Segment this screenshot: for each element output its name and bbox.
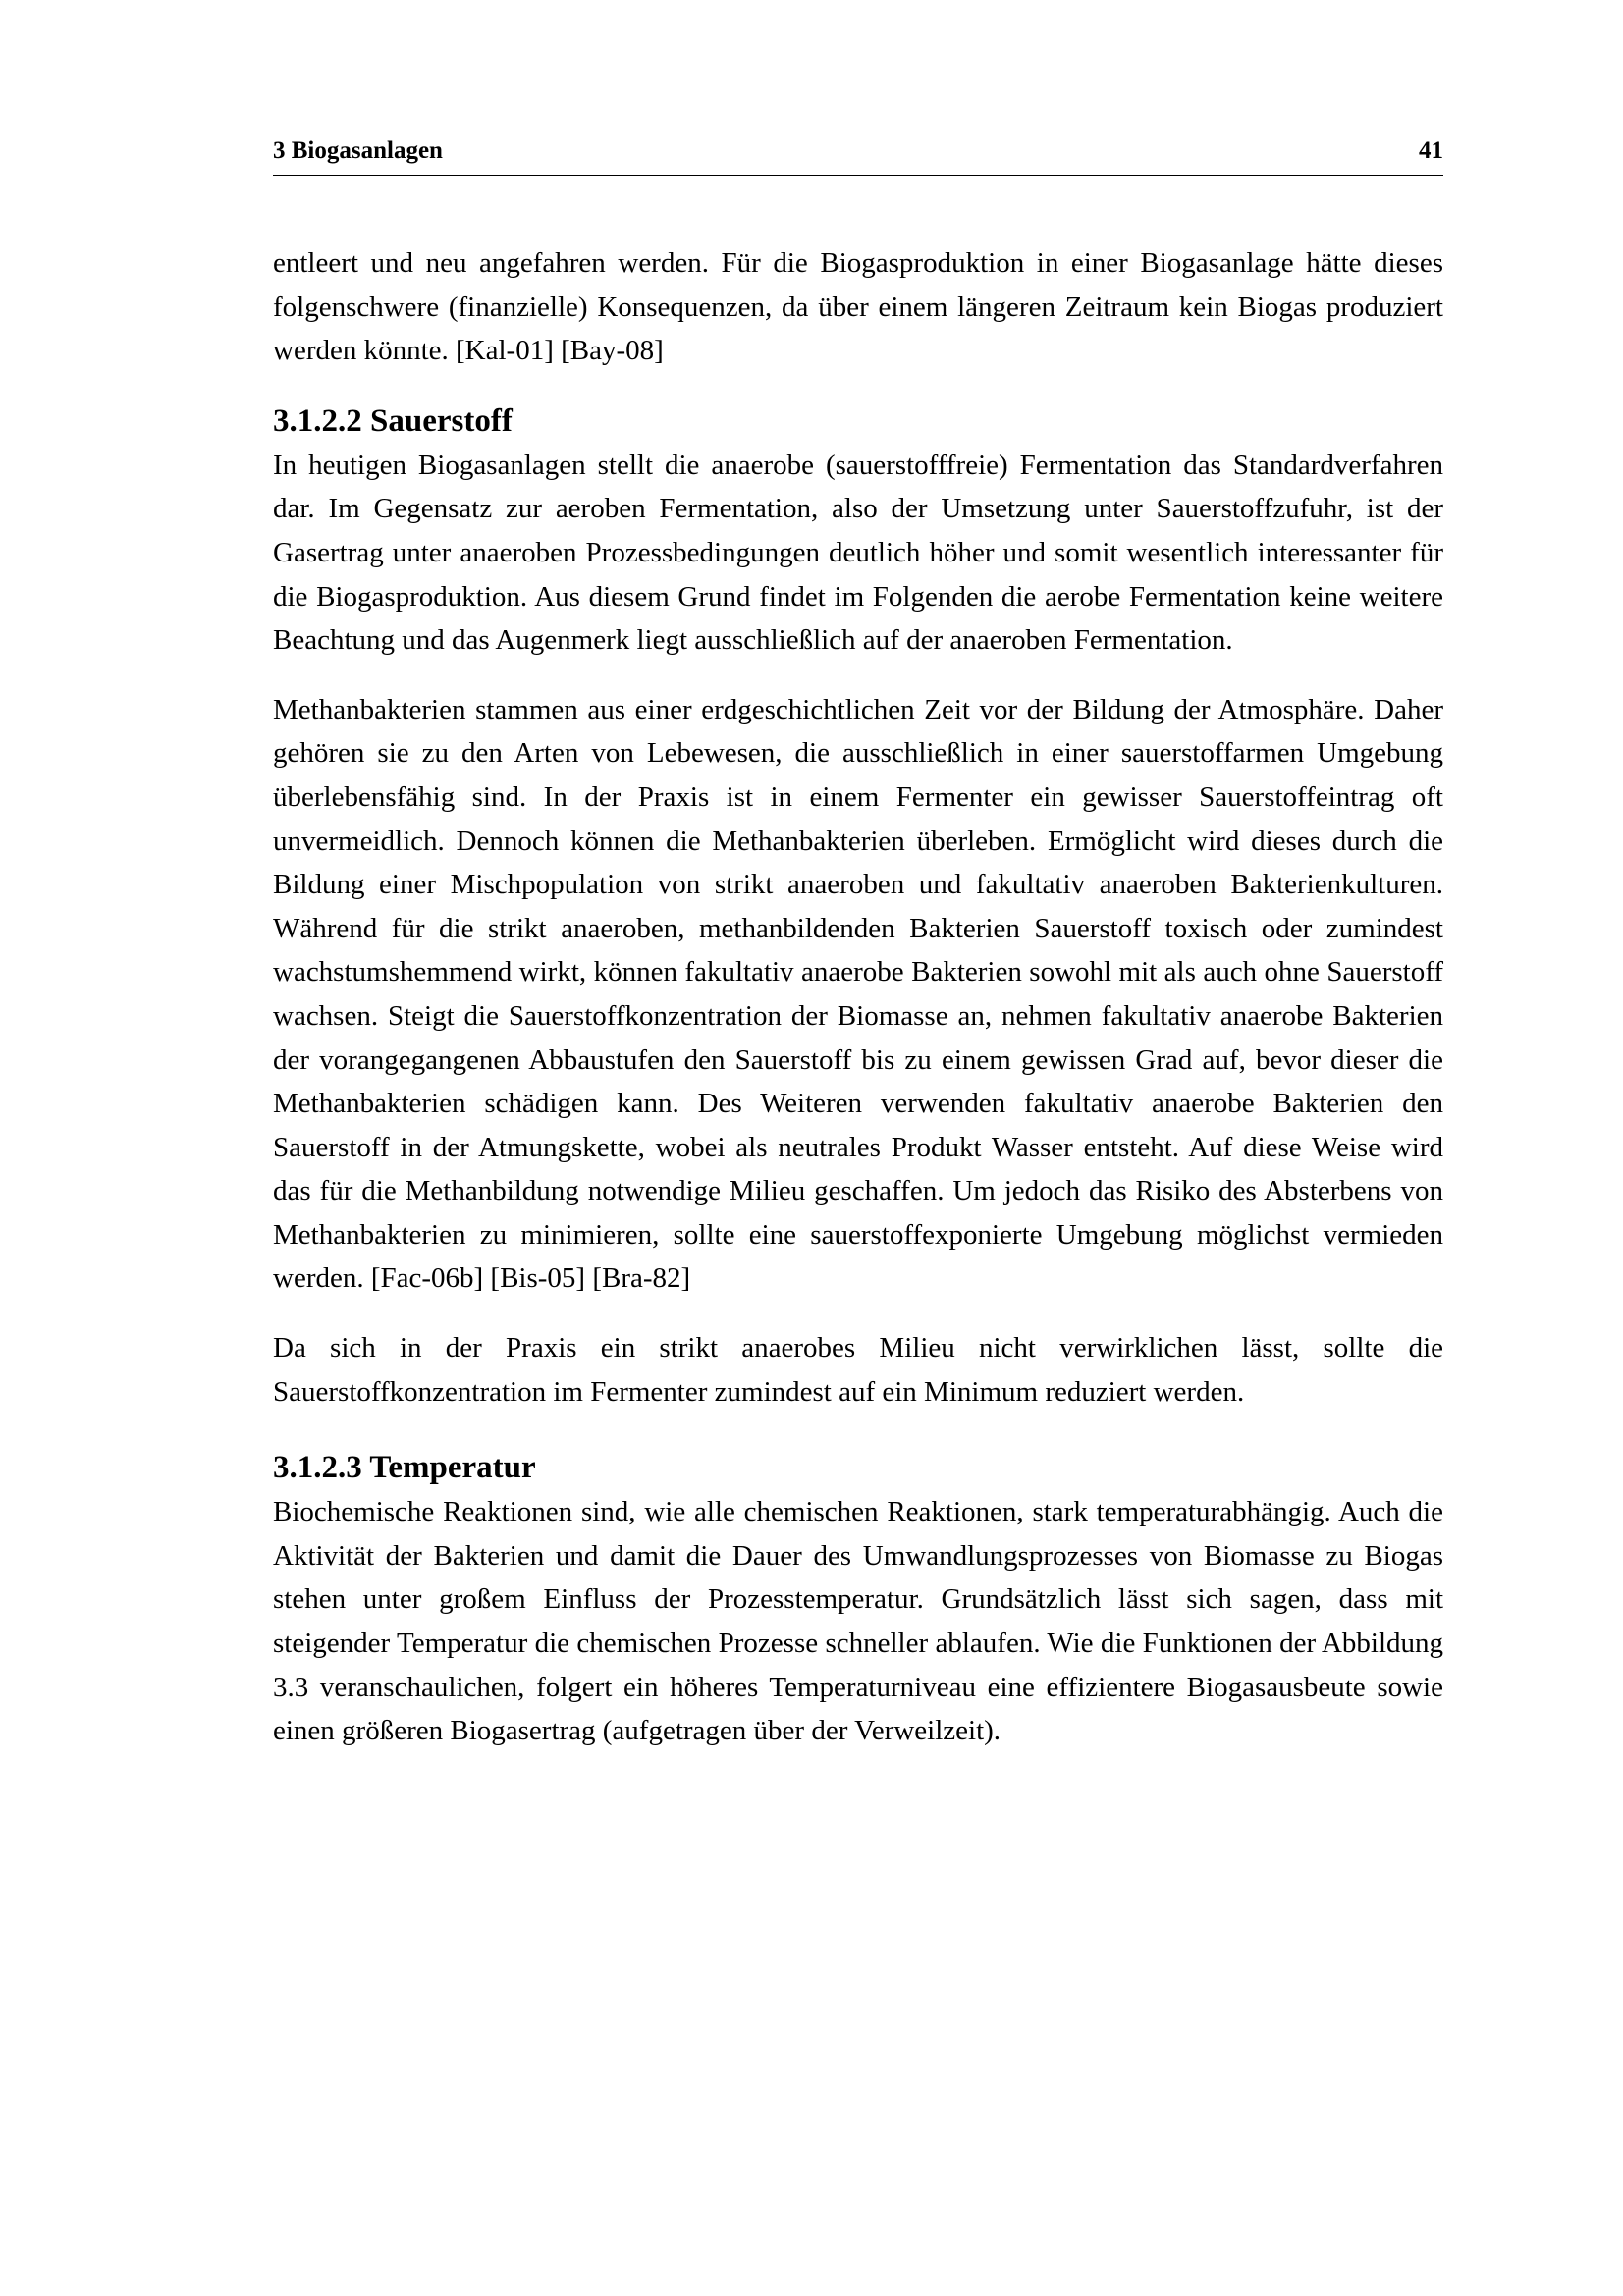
page-content	[273, 241, 1443, 1753]
paragraph-temperatur-1: Biochemische Reaktionen sind, wie alle chemischen Reaktionen, stark temperaturabhängig. Auch die Aktivität der Bakterien und damit die Dauer des Umwandlungsprozesses von Biomasse zu Biogas stehen unter großem Einfluss der Prozesstemperatur. Grundsätzlich lässt sich sagen, dass mit steigender Temperatur die chemischen Prozesse schneller ablaufen. Wie die Funktionen der Abbildung 3.3 veranschaulichen, folgert ein höheres Temperaturniveau eine effizientere Biogasausbeute sowie einen größeren Biogasertrag (aufgetragen über der Verweilzeit).	[273, 1496, 1443, 1747]
section-heading-temperatur: 3.1.2.3 Temperatur	[273, 1450, 536, 1486]
paragraph-intro: entleert und neu angefahren werden. Für die Biogasproduktion in einer Biogasanlage hätte dieses folgenschwere (finanzielle) Konsequenzen, da über einem längeren Zeitraum kein Biogas produziert werden könnte. [Kal-01] [Bay-08]	[273, 247, 1443, 367]
page-header	[273, 137, 1443, 176]
paragraph-sauerstoff-2: Methanbakterien stammen aus einer erdgeschichtlichen Zeit vor der Bildung der Atmosphäre. Daher gehören sie zu den Arten von Lebewesen, die ausschließlich in einer sauerstoffarmen Umgebung überlebensfähig sind. In der Praxis ist in einem Fermenter ein gewisser Sauerstoffeintrag oft unvermeidlich. Dennoch können die Methanbakterien überleben. Ermöglicht wird dieses durch die Bildung einer Mischpopulation von strikt anaeroben und fakultativ anaeroben Bakterienkulturen. Während für die strikt anaeroben, methanbildenden Bakterien Sauerstoff toxisch oder zumindest wachstumshemmend wirkt, können fakultativ anaerobe Bakterien sowohl mit als auch ohne Sauerstoff wachsen. Steigt die Sauerstoffkonzentration der Biomasse an, nehmen fakultativ anaerobe Bakterien der vorangegangenen Abbaustufen den Sauerstoff bis zu einem gewissen Grad auf, bevor dieser die Methanbakterien schädigen kann. Des Weiteren verwenden fakultativ anaerobe Bakterien den Sauerstoff in der Atmungskette, wobei als neutrales Produkt Wasser entsteht. Auf diese Weise wird das für die Methanbildung notwendige Milieu geschaffen. Um jedoch das Risiko des Absterbens von Methanbakterien zu minimieren, sollte eine sauerstoffexponierte Umgebung möglichst vermieden werden. [Fac-06b] [Bis-05] [Bra-82]	[273, 693, 1443, 1295]
page-number: 41	[1419, 137, 1443, 164]
paragraph-sauerstoff-3: Da sich in der Praxis ein strikt anaerobes Milieu nicht verwirklichen lässt, sollte die Sauerstoffkonzentration im Fermenter zumindest auf ein Minimum reduziert werden.	[273, 1332, 1443, 1408]
section-heading-sauerstoff: 3.1.2.2 Sauerstoff	[273, 402, 513, 439]
running-header-title: 3 Biogasanlagen	[273, 137, 443, 164]
paragraph-sauerstoff-1: In heutigen Biogasanlagen stellt die anaerobe (sauerstofffreie) Fermentation das Standardverfahren dar. Im Gegensatz zur aeroben Fermentation, also der Umsetzung unter Sauerstoffzufuhr, ist der Gasertrag unter anaeroben Prozessbedingungen deutlich höher und somit wesentlich interessanter für die Biogasproduktion. Aus diesem Grund findet im Folgenden die aerobe Fermentation keine weitere Beachtung und das Augenmerk liegt ausschließlich auf der anaeroben Fermentation.	[273, 449, 1443, 657]
